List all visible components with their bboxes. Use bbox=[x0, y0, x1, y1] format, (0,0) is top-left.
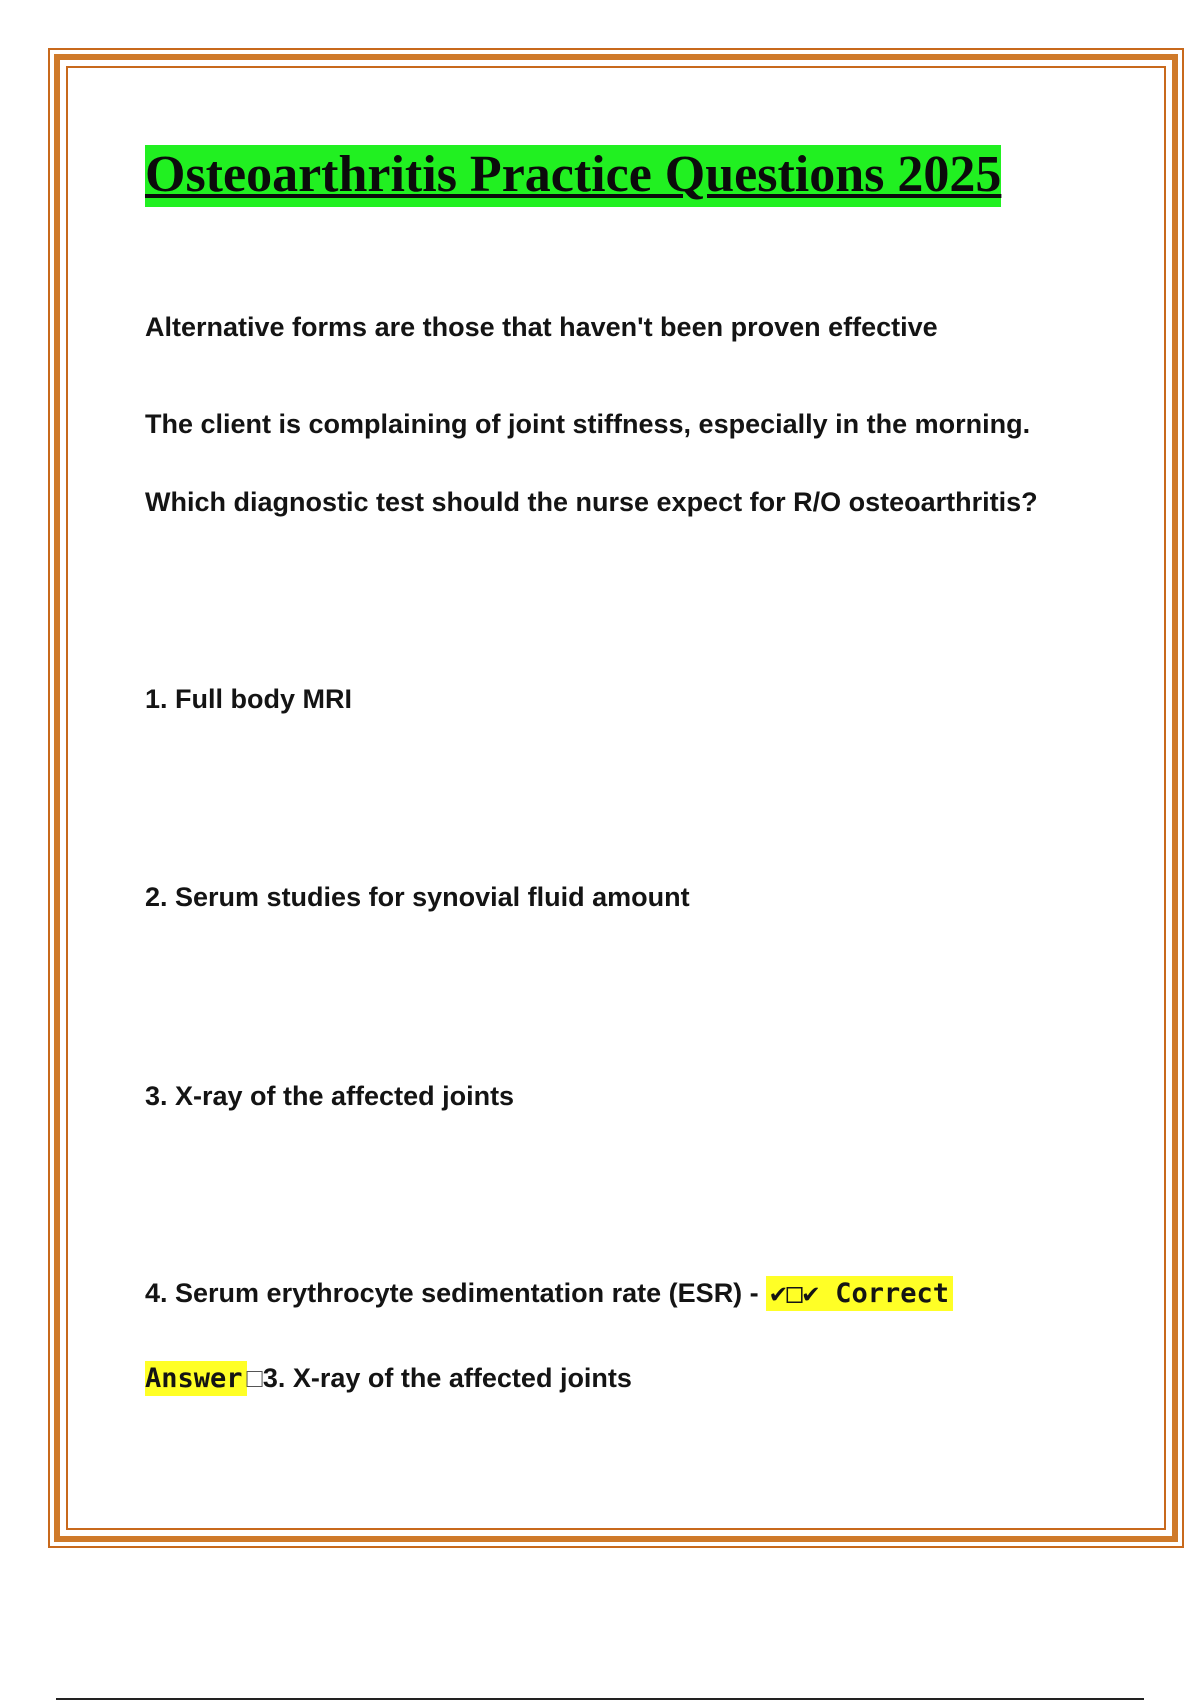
option-3: 3. X-ray of the affected joints bbox=[145, 1081, 515, 1111]
answer-text: 3. X-ray of the affected joints bbox=[262, 1363, 632, 1393]
correct-answer-badge: ✔□✔ Correct bbox=[766, 1276, 953, 1311]
option-1: 1. Full body MRI bbox=[145, 684, 352, 714]
document-content bbox=[145, 145, 1085, 1394]
option-2: 2. Serum studies for synovial fluid amount bbox=[145, 882, 690, 912]
page-border-thick bbox=[54, 54, 1178, 1542]
option-4: 4. Serum erythrocyte sedimentation rate (ESR) - bbox=[145, 1278, 759, 1308]
question-line-2: Which diagnostic test should the nurse expect for R/O osteoarthritis? bbox=[145, 487, 1038, 517]
intro-text: Alternative forms are those that haven't been proven effective bbox=[145, 312, 938, 342]
question-line-1: The client is complaining of joint stiffness, especially in the morning. bbox=[145, 409, 1031, 439]
page-title: Osteoarthritis Practice Questions 2025 bbox=[145, 145, 1001, 207]
answer-line bbox=[145, 1361, 632, 1396]
answer-badge-label: Answer bbox=[145, 1361, 247, 1396]
placeholder-box-icon: □ bbox=[246, 1363, 263, 1393]
page-border-frame bbox=[48, 48, 1184, 1548]
option-4-line bbox=[145, 1276, 953, 1311]
